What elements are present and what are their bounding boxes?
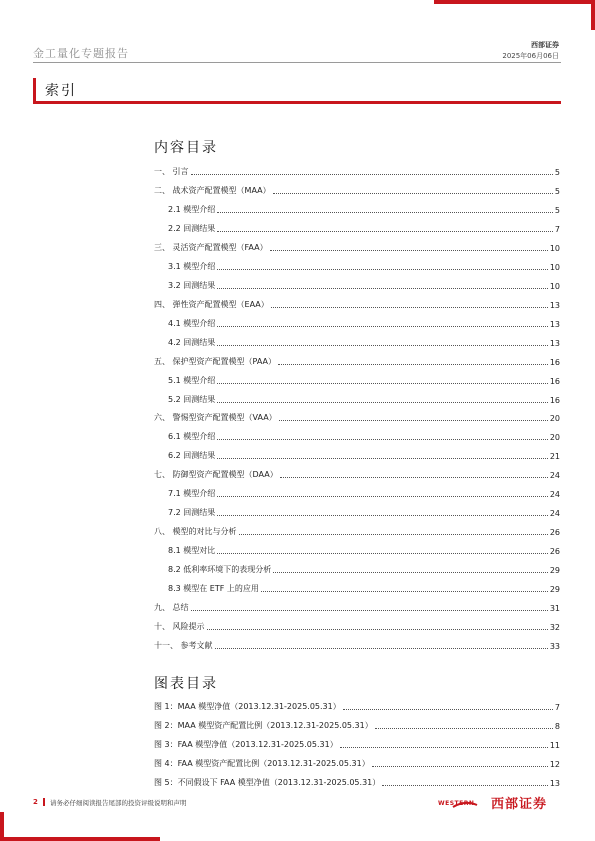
dot-leader: [271, 307, 548, 308]
toc-entry[interactable]: [154, 409, 560, 423]
dot-leader: [270, 250, 548, 251]
toc-entry-label: 5.1 模型介绍: [168, 375, 216, 385]
toc-entry-label: 2.1 模型介绍: [168, 204, 216, 214]
toc-entry[interactable]: [168, 315, 560, 329]
logo-western-text: WESTERN: [438, 800, 475, 807]
figure-entry[interactable]: [154, 717, 560, 731]
toc-entry-page: 20: [549, 433, 560, 443]
toc-entry-page: 7: [554, 224, 560, 234]
toc-entry-page: 10: [549, 281, 560, 291]
toc-entry-label: 5.2 回测结果: [168, 394, 216, 404]
toc-entry-label: 一、 引言: [154, 167, 189, 176]
toc-entry-page: 10: [549, 243, 560, 253]
toc-entry-label: 8.1 模型对比: [168, 546, 216, 556]
toc-entry[interactable]: [154, 637, 560, 651]
dot-leader: [382, 785, 548, 786]
dot-leader: [278, 364, 548, 365]
toc-entry-label: 七、 防御型资产配置模型（DAA）: [154, 470, 278, 480]
figure-entry-label: 图 5：不同假设下 FAA 模型净值（2013.12.31-2025.05.31）: [154, 778, 381, 787]
dot-leader: [343, 709, 553, 710]
figure-entry-page: 11: [549, 741, 560, 750]
dot-leader: [217, 458, 548, 459]
toc-entry-page: 20: [549, 414, 560, 424]
figure-list-title: 图表目录: [154, 676, 218, 692]
toc-entry-label: 3.1 模型介绍: [168, 261, 216, 271]
toc-entry-label: 十一、 参考文献: [154, 641, 213, 650]
dot-leader: [217, 383, 548, 384]
report-type-label: 金工量化专题报告: [33, 47, 129, 60]
toc-entry-page: 16: [549, 376, 560, 386]
figure-entry-label: 图 3：FAA 模型净值（2013.12.31-2025.05.31）: [154, 740, 338, 749]
toc-entry-page: 31: [549, 604, 560, 614]
toc-entry-label: 六、 警惕型资产配置模型（VAA）: [154, 413, 277, 423]
toc-entry[interactable]: [154, 466, 560, 480]
toc-entry[interactable]: [168, 580, 560, 594]
dot-leader: [217, 402, 548, 403]
section-title-underline: [33, 101, 561, 104]
toc-entry[interactable]: [168, 201, 560, 215]
toc-entry-page: 24: [549, 509, 560, 519]
dot-leader: [191, 610, 548, 611]
toc-entry-page: 16: [549, 357, 560, 367]
dot-leader: [375, 728, 553, 729]
toc-entry-page: 5: [554, 168, 560, 177]
section-title: 索引: [45, 83, 77, 99]
dot-leader: [217, 553, 548, 554]
toc-entry-page: 21: [549, 452, 560, 462]
dot-leader: [280, 477, 548, 478]
header-divider: [33, 62, 561, 63]
toc-entry-label: 4.1 模型介绍: [168, 318, 216, 328]
dot-leader: [191, 174, 553, 175]
toc-entry[interactable]: [168, 391, 560, 405]
toc-entry[interactable]: [154, 523, 560, 537]
dot-leader: [217, 439, 548, 440]
toc-entry-label: 2.2 回测结果: [168, 223, 216, 233]
page-number: 2: [33, 798, 38, 806]
toc-entry-page: 13: [549, 338, 560, 348]
toc-entry[interactable]: [154, 618, 560, 632]
figure-entry-label: 图 1：MAA 模型净值（2013.12.31-2025.05.31）: [154, 702, 341, 711]
toc-entry-page: 24: [549, 490, 560, 500]
toc-title: 内容目录: [154, 140, 218, 156]
bottom-left-corner-bar-h: [0, 837, 160, 841]
figure-entry-page: 7: [554, 703, 560, 712]
dot-leader: [261, 591, 548, 592]
toc-entry-label: 三、 灵活资产配置模型（FAA）: [154, 242, 268, 252]
figure-entry[interactable]: [154, 698, 560, 712]
figure-entry-label: 图 4：FAA 模型资产配置比例（2013.12.31-2025.05.31）: [154, 759, 370, 768]
dot-leader: [217, 288, 548, 289]
section-title-accent-bar: [33, 78, 36, 103]
dot-leader: [217, 212, 553, 213]
toc-entry[interactable]: [154, 163, 560, 177]
dot-leader: [273, 572, 548, 573]
toc-entry[interactable]: [154, 599, 560, 613]
toc-entry[interactable]: [168, 561, 560, 575]
toc-entry[interactable]: [168, 334, 560, 348]
toc-entry-label: 4.2 回测结果: [168, 337, 216, 347]
figure-entry-page: 13: [549, 779, 560, 788]
toc-entry[interactable]: [168, 485, 560, 499]
toc-entry[interactable]: [168, 504, 560, 518]
toc-entry-label: 九、 总结: [154, 603, 189, 613]
toc-entry-page: 5: [554, 186, 560, 196]
toc-entry[interactable]: [168, 258, 560, 272]
toc-entry-page: 29: [549, 566, 560, 576]
toc-entry[interactable]: [168, 542, 560, 556]
logo-swoosh-icon: [452, 793, 478, 800]
toc-entry[interactable]: [154, 296, 560, 310]
dot-leader: [207, 629, 548, 630]
header-brand: 西部证券: [531, 41, 559, 49]
toc-entry-label: 6.2 回测结果: [168, 451, 216, 461]
dot-leader: [217, 515, 548, 516]
dot-leader: [217, 345, 548, 346]
toc-entry[interactable]: [154, 182, 560, 196]
toc-entry-label: 7.2 回测结果: [168, 508, 216, 518]
footer-disclaimer: 请务必仔细阅读报告尾部的投资评级说明和声明: [50, 799, 187, 807]
toc-entry-label: 8.2 低利率环境下的表现分析: [168, 565, 272, 575]
figure-entry[interactable]: [154, 774, 560, 788]
dot-leader: [215, 648, 548, 649]
toc-entry-label: 二、 战术资产配置模型（MAA）: [154, 185, 271, 195]
figure-entry-label: 图 2：MAA 模型资产配置比例（2013.12.31-2025.05.31）: [154, 721, 373, 730]
toc-entry[interactable]: [154, 353, 560, 367]
toc-entry-page: 16: [549, 395, 560, 405]
toc-entry-label: 6.1 模型介绍: [168, 432, 216, 442]
toc-entry[interactable]: [154, 239, 560, 253]
figure-entry[interactable]: [154, 736, 560, 750]
dot-leader: [217, 326, 548, 327]
toc-entry-page: 29: [549, 585, 560, 595]
top-right-corner-bar-h: [434, 0, 595, 4]
dot-leader: [217, 496, 548, 497]
toc-entry-page: 26: [549, 547, 560, 557]
dot-leader: [279, 420, 548, 421]
figure-entry-page: 8: [554, 722, 560, 731]
header-date: 2025年06月06日: [502, 52, 559, 60]
toc-entry-page: 10: [549, 262, 560, 272]
toc-entry-page: 24: [549, 471, 560, 481]
dot-leader: [217, 231, 553, 232]
toc-entry-label: 五、 保护型资产配置模型（PAA）: [154, 356, 277, 366]
toc-entry[interactable]: [168, 447, 560, 461]
toc-entry-label: 十、 风险提示: [154, 622, 205, 632]
toc-entry-label: 八、 模型的对比与分析: [154, 527, 237, 537]
figure-entry-page: 12: [549, 760, 560, 769]
toc-entry-label: 3.2 回测结果: [168, 280, 216, 290]
toc-entry[interactable]: [168, 372, 560, 386]
toc-entry-label: 8.3 模型在 ETF 上的应用: [168, 584, 259, 594]
dot-leader: [340, 747, 548, 748]
toc-entry-page: 26: [549, 528, 560, 538]
toc-entry-page: 32: [549, 623, 560, 633]
toc-entry[interactable]: [168, 277, 560, 291]
logo-cn-text: 西部证券: [491, 797, 548, 812]
dot-leader: [217, 269, 548, 270]
toc-entry-page: 13: [549, 300, 560, 310]
footer-separator: [43, 798, 45, 806]
dot-leader: [273, 193, 553, 194]
toc-entry-label: 7.1 模型介绍: [168, 489, 216, 499]
toc-entry-label: 四、 弹性资产配置模型（EAA）: [154, 299, 269, 309]
toc-entry[interactable]: [168, 428, 560, 442]
dot-leader: [372, 766, 548, 767]
toc-entry[interactable]: [168, 220, 560, 234]
toc-entry-page: 13: [549, 319, 560, 329]
top-right-corner-bar-v: [591, 0, 595, 30]
figure-entry[interactable]: [154, 755, 560, 769]
toc-entry-page: 33: [549, 642, 560, 651]
dot-leader: [239, 534, 548, 535]
toc-entry-page: 5: [554, 205, 560, 215]
